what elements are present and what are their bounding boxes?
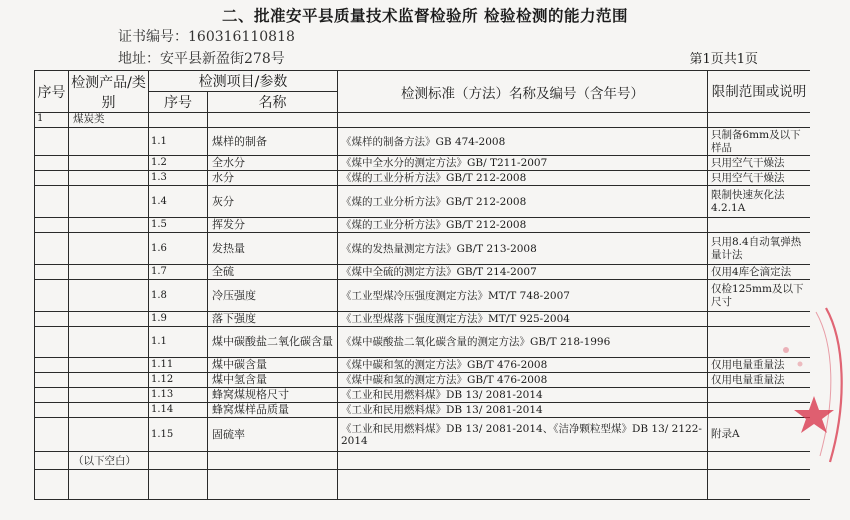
item-limit: 只用空气干燥法 [708, 156, 811, 171]
category-seq: 1 [35, 113, 69, 128]
item-name: 冷压强度 [208, 280, 338, 312]
item-number: 1.15 [149, 418, 208, 452]
item-standard: 《煤中碳酸盐二氧化碳含量的测定方法》GB/T 218-1996 [338, 327, 708, 358]
item-name: 蜂窝煤规格尺寸 [208, 388, 338, 403]
item-limit: 只用空气干燥法 [708, 171, 811, 186]
header-standard: 检测标准（方法）名称及编号（含年号） [338, 71, 708, 113]
document-title: 二、批准安平县质量技术监督检验所 检验检测的能力范围 [222, 7, 628, 25]
item-name: 煤中碳酸盐二氧化碳含量 [208, 327, 338, 358]
header-limit: 限制范围或说明 [708, 71, 811, 113]
item-name: 蜂窝煤样品质量 [208, 403, 338, 418]
item-limit: 仅用4库仑滴定法 [708, 265, 811, 280]
header-product: 检测产品/类别 [69, 71, 149, 113]
item-number: 1.4 [149, 186, 208, 218]
item-number: 1.2 [149, 156, 208, 171]
table-row [35, 156, 811, 171]
item-number: 1.6 [149, 233, 208, 265]
item-standard: 《煤的工业分析方法》GB/T 212-2008 [338, 171, 708, 186]
address: 地址：安平县新盈街278号 [118, 51, 285, 67]
table-row [35, 280, 811, 312]
scope-table [34, 70, 810, 500]
item-standard: 《工业型煤冷压强度测定方法》MT/T 748-2007 [338, 280, 708, 312]
scope-table-container [34, 70, 810, 520]
item-limit [708, 388, 811, 403]
table-row [35, 373, 811, 388]
item-limit [708, 403, 811, 418]
table-row [35, 218, 811, 233]
table-row [35, 312, 811, 327]
item-number: 1.1 [149, 128, 208, 156]
item-number: 1.9 [149, 312, 208, 327]
table-row [35, 128, 811, 156]
item-number: 1.11 [149, 358, 208, 373]
item-standard: 《煤中碳和氢的测定方法》GB/T 476-2008 [338, 358, 708, 373]
item-limit: 仅用电量重量法 [708, 373, 811, 388]
item-name: 挥发分 [208, 218, 338, 233]
item-number: 1.3 [149, 171, 208, 186]
table-row [35, 403, 811, 418]
table-row [35, 171, 811, 186]
item-name: 全水分 [208, 156, 338, 171]
item-standard: 《工业和民用燃料煤》DB 13/ 2081-2014、《洁净颗粒型煤》DB 13/ 2122-2014 [338, 418, 708, 452]
item-limit [708, 327, 811, 358]
item-limit: 仅检125mm及以下尺寸 [708, 280, 811, 312]
table-row [35, 470, 811, 500]
item-standard: 《工业型煤落下强度测定方法》MT/T 925-2004 [338, 312, 708, 327]
header-item-name: 名称 [208, 92, 338, 113]
item-number: 1.5 [149, 218, 208, 233]
item-limit [708, 312, 811, 327]
item-limit [708, 218, 811, 233]
item-limit: 只用8.4自动氧弹热量计法 [708, 233, 811, 265]
item-limit: 仅用电量重量法 [708, 358, 811, 373]
table-row [35, 388, 811, 403]
item-standard: 《煤的发热量测定方法》GB/T 213-2008 [338, 233, 708, 265]
item-standard: 《工业和民用燃料煤》DB 13/ 2081-2014 [338, 388, 708, 403]
item-number: 1.14 [149, 403, 208, 418]
item-limit: 附录A [708, 418, 811, 452]
item-name: 水分 [208, 171, 338, 186]
item-number: 1.8 [149, 280, 208, 312]
item-name: 煤中碳含量 [208, 358, 338, 373]
table-row [35, 418, 811, 452]
header-item-group: 检测项目/参数 [149, 71, 338, 92]
item-limit: 限制快速灰化法4.2.1A [708, 186, 811, 218]
blank-note: （以下空白） [69, 452, 149, 470]
item-name: 灰分 [208, 186, 338, 218]
item-standard: 《煤的工业分析方法》GB/T 212-2008 [338, 218, 708, 233]
item-name: 全硫 [208, 265, 338, 280]
table-row [35, 358, 811, 373]
header-item-seq: 序号 [149, 92, 208, 113]
item-standard: 《煤中全硫的测定方法》GB/T 214-2007 [338, 265, 708, 280]
item-standard: 《煤样的制备方法》GB 474-2008 [338, 128, 708, 156]
table-row [35, 452, 811, 470]
table-row [35, 186, 811, 218]
page-number: 第1页共1页 [689, 52, 758, 67]
item-name: 煤样的制备 [208, 128, 338, 156]
item-number: 1.1 [149, 327, 208, 358]
header-seq: 序号 [35, 71, 69, 113]
item-number: 1.12 [149, 373, 208, 388]
table-row [35, 327, 811, 358]
item-number: 1.13 [149, 388, 208, 403]
certificate-number: 证书编号：160316110818 [118, 29, 295, 45]
item-name: 煤中氢含量 [208, 373, 338, 388]
item-standard: 《煤中碳和氢的测定方法》GB/T 476-2008 [338, 373, 708, 388]
item-name: 发热量 [208, 233, 338, 265]
category-name: 煤炭类 [69, 113, 149, 128]
item-number: 1.7 [149, 265, 208, 280]
item-limit: 只制备6mm及以下样品 [708, 128, 811, 156]
item-standard: 《煤中全水分的测定方法》GB/ T211-2007 [338, 156, 708, 171]
table-row [35, 265, 811, 280]
item-name: 固硫率 [208, 418, 338, 452]
item-standard: 《煤的工业分析方法》GB/T 212-2008 [338, 186, 708, 218]
item-standard: 《工业和民用燃料煤》DB 13/ 2081-2014 [338, 403, 708, 418]
table-row [35, 233, 811, 265]
item-name: 落下强度 [208, 312, 338, 327]
